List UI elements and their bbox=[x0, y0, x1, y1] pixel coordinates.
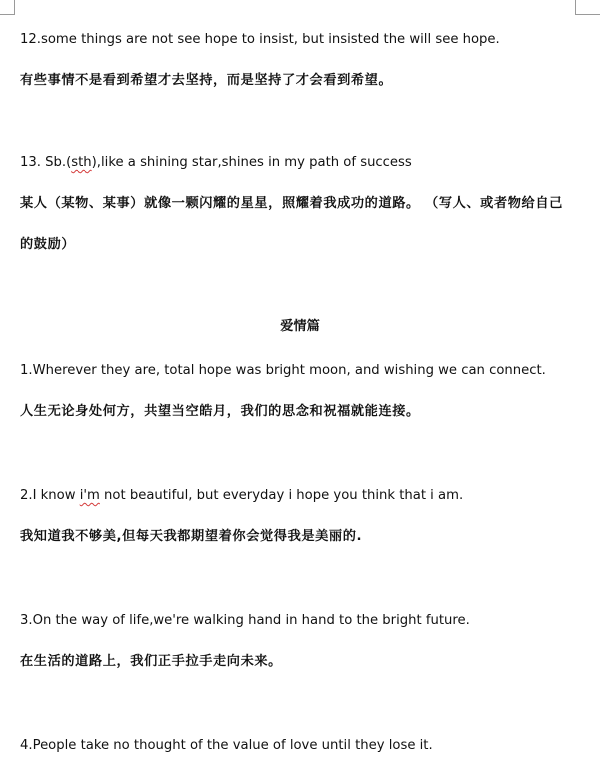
section-heading: 爱情篇 bbox=[280, 319, 320, 334]
love-item-3-english: 3.On the way of life,we're walking hand in hand to the bright future. bbox=[20, 613, 470, 628]
love-item-4-english: 4.People take no thought of the value of love until they lose it. bbox=[20, 738, 433, 753]
item-12-chinese: 有些事情不是看到希望才去坚持，而是坚持了才会看到希望。 bbox=[20, 73, 393, 88]
item-13-chinese-line2: 的鼓励） bbox=[20, 237, 76, 252]
page-corner-marker-right bbox=[575, 0, 600, 15]
item-13-english-part2: ),like a shining star,shines in my path of success bbox=[91, 155, 412, 170]
item-12-english: 12.some things are not see hope to insist, but insisted the will see hope. bbox=[20, 32, 500, 47]
item-13-english bbox=[20, 156, 412, 169]
spellcheck-word-im: i'm bbox=[79, 488, 100, 503]
love-item-3-chinese: 在生活的道路上，我们正手拉手走向未来。 bbox=[20, 654, 282, 669]
love-item-2-english bbox=[20, 489, 463, 502]
item-13-english-part1: 13. Sb.( bbox=[20, 155, 72, 170]
spellcheck-word-sth: sth bbox=[71, 155, 92, 170]
love-item-1-chinese: 人生无论身处何方，共望当空皓月，我们的思念和祝福就能连接。 bbox=[20, 404, 420, 419]
love-item-2-chinese: 我知道我不够美,但每天我都期望着你会觉得我是美丽的. bbox=[20, 529, 363, 544]
item-13-chinese-line1: 某人（某物、某事）就像一颗闪耀的星星，照耀着我成功的道路。 （写人、或者物给自己 bbox=[20, 196, 563, 211]
page-corner-marker-left bbox=[0, 0, 15, 15]
love-item-2-english-part1: 2.I know bbox=[20, 488, 80, 503]
love-item-2-english-part2: not beautiful, but everyday i hope you think that i am. bbox=[99, 488, 464, 503]
love-item-1-english: 1.Wherever they are, total hope was bright moon, and wishing we can connect. bbox=[20, 363, 546, 378]
